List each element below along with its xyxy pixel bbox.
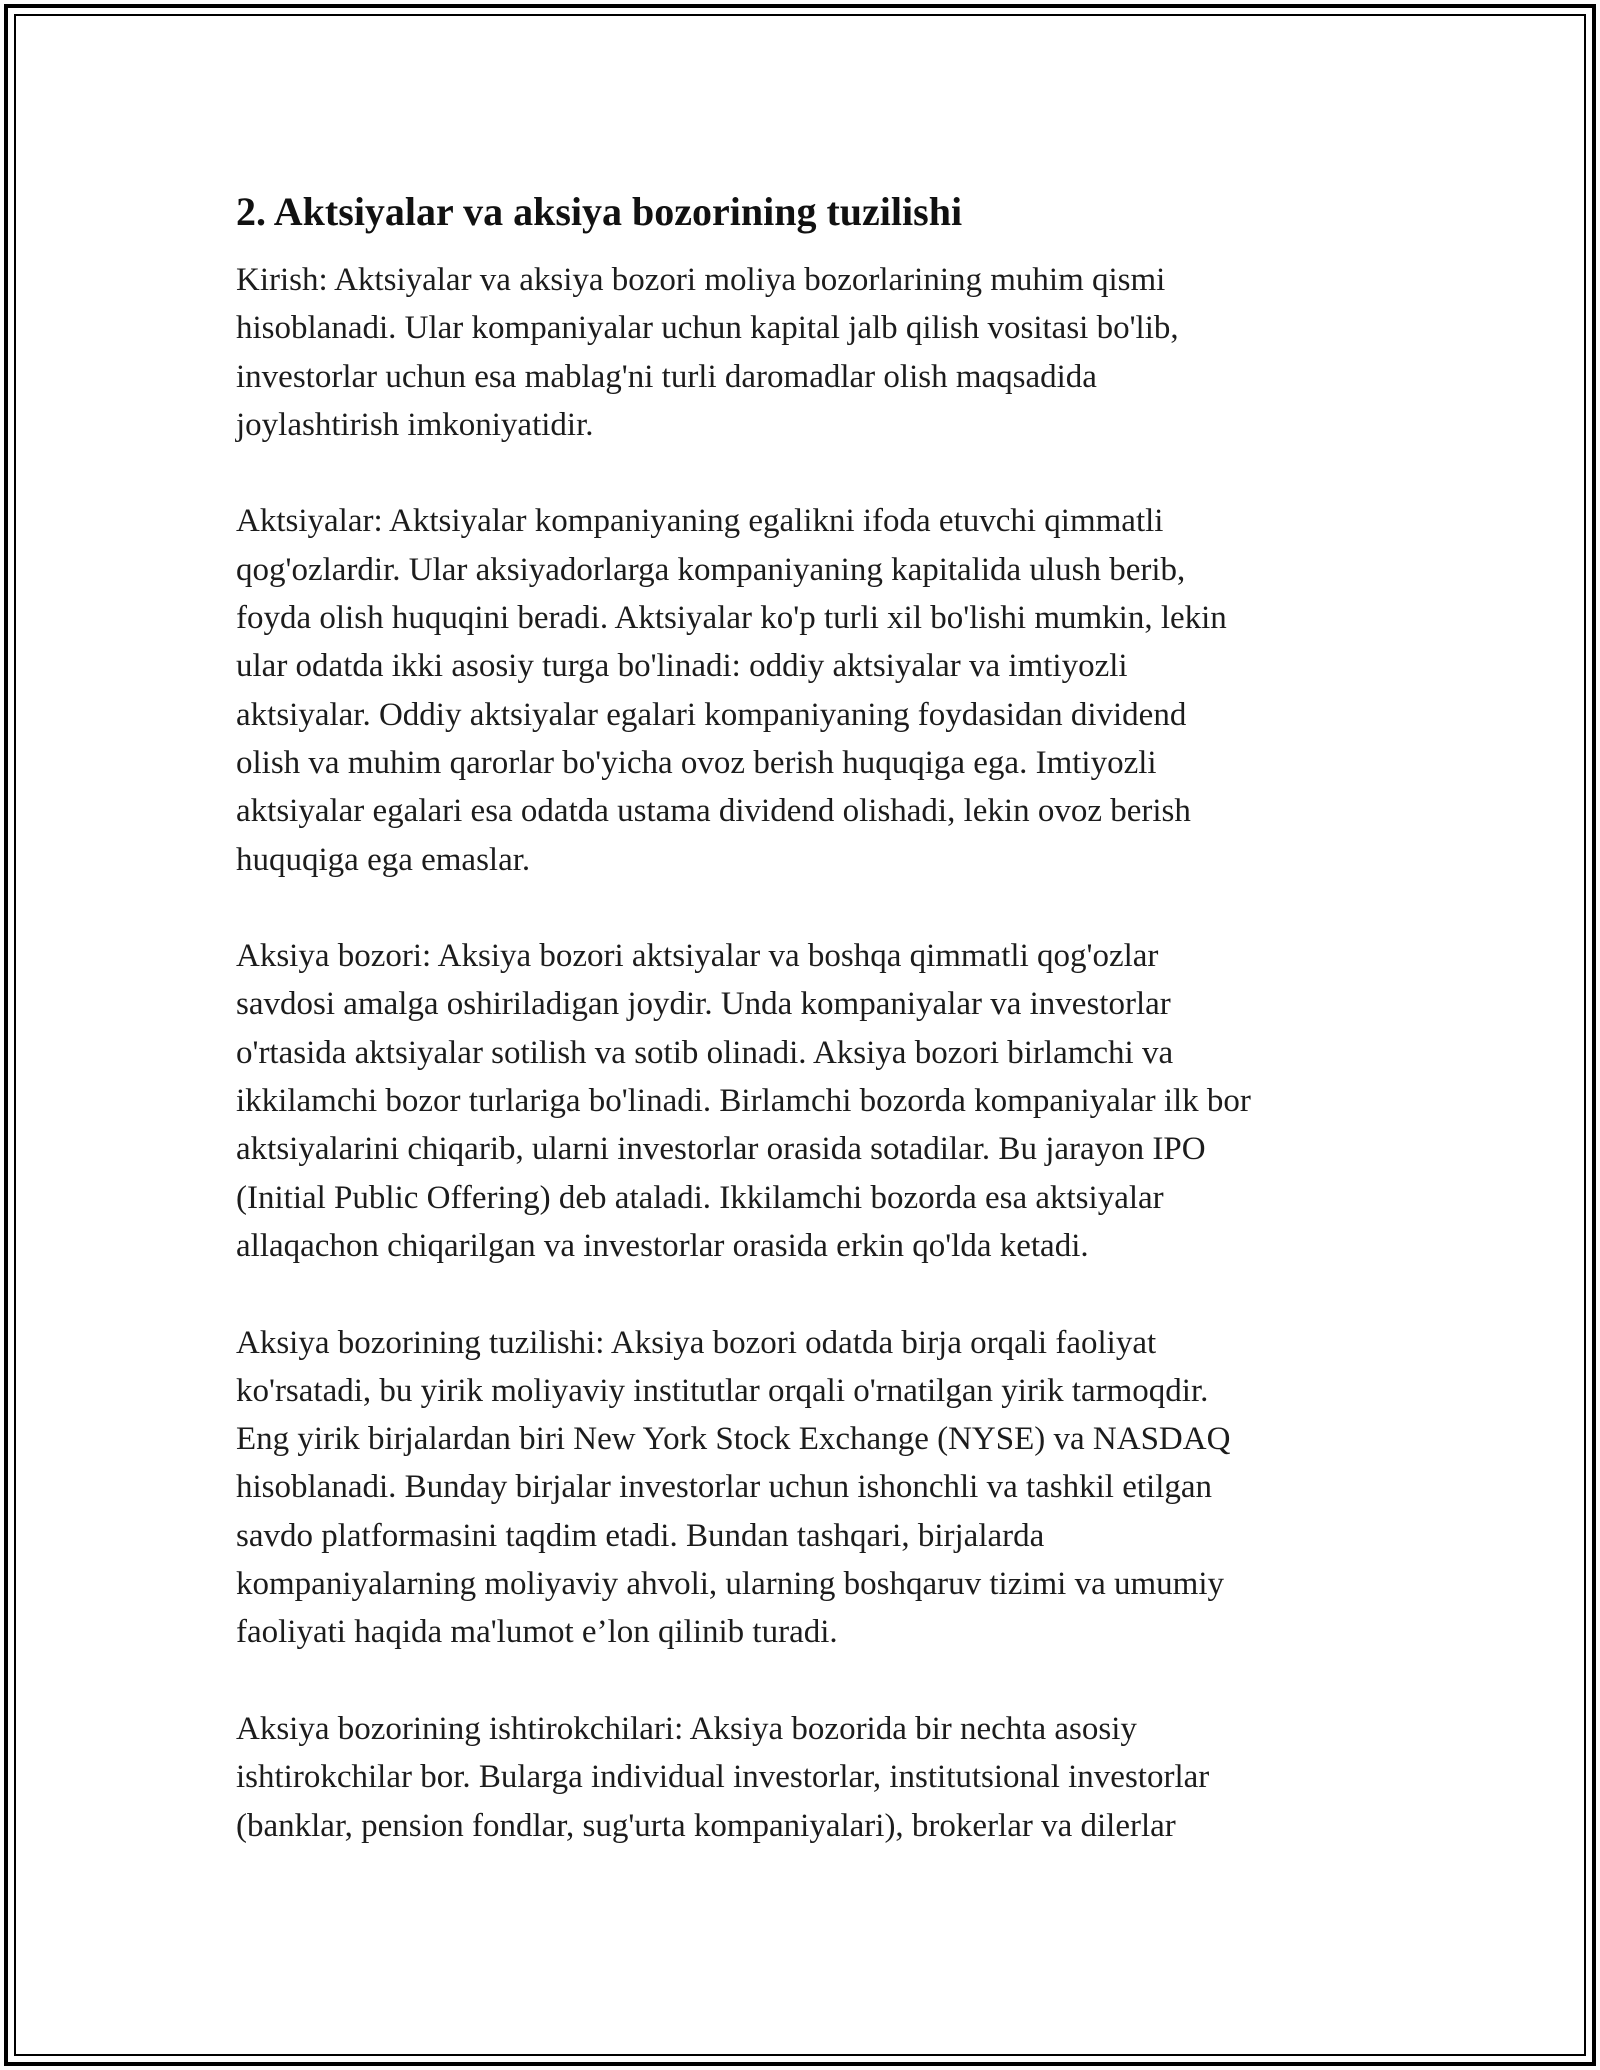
section-heading: 2. Aktsiyalar va aksiya bozorining tuzilishi bbox=[236, 189, 963, 234]
paragraph-aktsiyalar: Aktsiyalar: Aktsiyalar kompaniyaning egalikni ifoda etuvchi qimmatli qog'ozlardir. Ular aksiyadorlarga kompaniyaning kapitalida ulush berib, foyda olish huquqini beradi. Aktsiyalar ko'p turli xil bo'lishi mumkin, lekin ular odatda ikki asosiy turga bo'linadi: oddiy aktsiyalar va imtiyozli aktsiyalar. Oddiy aktsiyalar egalari kompaniyaning foydasidan dividend olish va muhim qarorlar bo'yicha ovoz berish huquqiga ega. Imtiyozli aktsiyalar egalari esa odatda ustama dividend olishadi, lekin ovoz berish huquqiga ega emaslar. bbox=[236, 503, 1227, 878]
paragraph-ishtirokchilar: Aksiya bozorining ishtirokchilari: Aksiya bozorida bir nechta asosiy ishtirokchilar bor. Bularga individual investorlar, institutsional investorlar (banklar, pension fondlar, sug'urta kompaniyalari), brokerlar va dilerlar bbox=[236, 1710, 1210, 1844]
paragraph-bozor-tuzilishi: Aksiya bozorining tuzilishi: Aksiya bozori odatda birja orqali faoliyat ko'rsatadi, bu yirik moliyaviy institutlar orqali o'rnatilgan yirik tarmoqdir. Eng yirik birjalardan biri New York Stock Exchange (NYSE) va NASDAQ hisoblanadi. Bunday birjalar investorlar uchun ishonchli va tashkil etilgan savdo platformasini taqdim etadi. Bundan tashqari, birjalarda kompaniyalarning moliyaviy ahvoli, ularning boshqaruv tizimi va umumiy faoliyati haqida ma'lumot e’lon qilinib turadi. bbox=[236, 1324, 1231, 1651]
paragraph-aksiya-bozori: Aksiya bozori: Aksiya bozori aktsiyalar va boshqa qimmatli qog'ozlar savdosi amalga oshiriladigan joydir. Unda kompaniyalar va investorlar o'rtasida aktsiyalar sotilish va sotib olinadi. Aksiya bozori birlamchi va ikkilamchi bozor turlariga bo'linadi. Birlamchi bozorda kompaniyalar ilk bor aktsiyalarini chiqarib, ularni investorlar orasida sotadilar. Bu jarayon IPO (Initial Public Offering) deb ataladi. Ikkilamchi bozorda esa aktsiyalar allaqachon chiqarilgan va investorlar orasida erkin qo'lda ketadi. bbox=[236, 938, 1251, 1264]
document-body bbox=[236, 184, 1376, 1898]
paragraph-kirish: Kirish: Aktsiyalar va aksiya bozori moliya bozorlarining muhim qismi hisoblanadi. Ular kompaniyalar uchun kapital jalb qilish vositasi bo'lib, investorlar uchun esa mablag'ni turli daromadlar olish maqsadida joylashtirish imkoniyatidir. bbox=[236, 262, 1179, 443]
